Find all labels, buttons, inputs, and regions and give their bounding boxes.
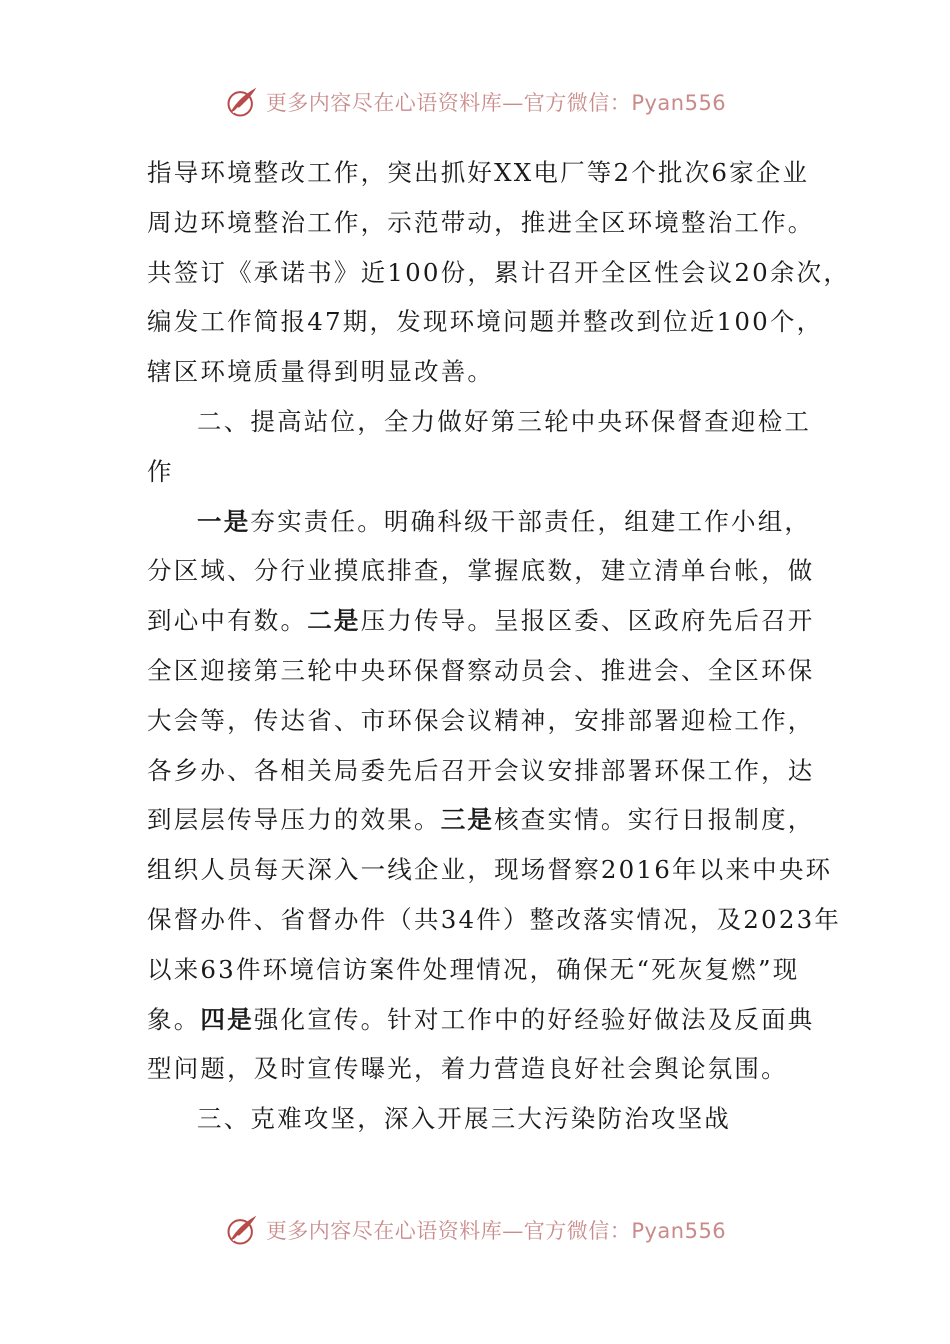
paragraph-line: 周边环境整治工作，示范带动，推进全区环境整治工作。 bbox=[147, 207, 815, 237]
paragraph-line: 分区域、分行业摸底排查，掌握底数，建立清单台帐，做 bbox=[147, 556, 815, 586]
quill-logo-icon bbox=[224, 1212, 260, 1248]
paragraph-line: 共签订《承诺书》近100份，累计召开全区性会议20余次， bbox=[147, 257, 851, 287]
paragraph-line: 到心中有数。二是压力传导。呈报区委、区政府先后召开 bbox=[147, 606, 815, 636]
paragraph-line: 型问题，及时宣传曝光，着力营造良好社会舆论氛围。 bbox=[147, 1054, 788, 1084]
paragraph-line: 各乡办、各相关局委先后召开会议安排部署环保工作，达 bbox=[147, 755, 815, 785]
paragraph-line: 组织人员每天深入一线企业，现场督察2016年以来中央环 bbox=[147, 855, 833, 885]
watermark-text: 更多内容尽在心语资料库—官方微信：Pyan556 bbox=[265, 1219, 727, 1243]
paragraph-line: 保督办件、省督办件（共34件）整改落实情况，及2023年 bbox=[147, 904, 842, 934]
wechat-id: Pyan556 bbox=[631, 1219, 727, 1243]
watermark-text: 更多内容尽在心语资料库—官方微信：Pyan556 bbox=[265, 91, 727, 115]
paragraph-line: 一是夯实责任。明确科级干部责任，组建工作小组， bbox=[197, 506, 812, 536]
paragraph-line: 全区迎接第三轮中央环保督察动员会、推进会、全区环保 bbox=[147, 655, 815, 685]
section-heading-3: 三、克难攻坚，深入开展三大污染防治攻坚战 bbox=[197, 1104, 731, 1134]
wechat-id: Pyan556 bbox=[631, 91, 727, 115]
bold-lead-3: 三是 bbox=[440, 805, 495, 835]
bold-lead-4: 四是 bbox=[200, 1004, 254, 1034]
paragraph-line: 象。四是强化宣传。针对工作中的好经验好做法及反面典 bbox=[147, 1004, 815, 1034]
quill-logo-icon bbox=[224, 84, 260, 120]
footer-watermark-banner bbox=[0, 1210, 950, 1250]
document-body bbox=[147, 148, 851, 1144]
paragraph-line: 到层层传导压力的效果。三是核查实情。实行日报制度， bbox=[147, 805, 815, 835]
paragraph-line: 指导环境整改工作，突出抓好XX电厂等2个批次6家企业 bbox=[147, 158, 810, 187]
section-heading-2-cont: 作 bbox=[147, 456, 174, 486]
paragraph-line: 辖区环境质量得到明显改善。 bbox=[147, 357, 495, 387]
bold-lead-2: 二是 bbox=[307, 606, 361, 636]
section-heading-2: 二、提高站位，全力做好第三轮中央环保督查迎检工 bbox=[197, 406, 812, 436]
paragraph-line: 大会等，传达省、市环保会议精神，安排部署迎检工作， bbox=[147, 705, 815, 735]
paragraph-line: 以来63件环境信访案件处理情况，确保无“死灰复燃”现 bbox=[147, 954, 800, 984]
header-watermark-banner bbox=[0, 82, 950, 122]
paragraph-line: 编发工作简报47期，发现环境问题并整改到位近100个， bbox=[147, 307, 824, 337]
bold-lead-1: 一是 bbox=[197, 506, 251, 536]
